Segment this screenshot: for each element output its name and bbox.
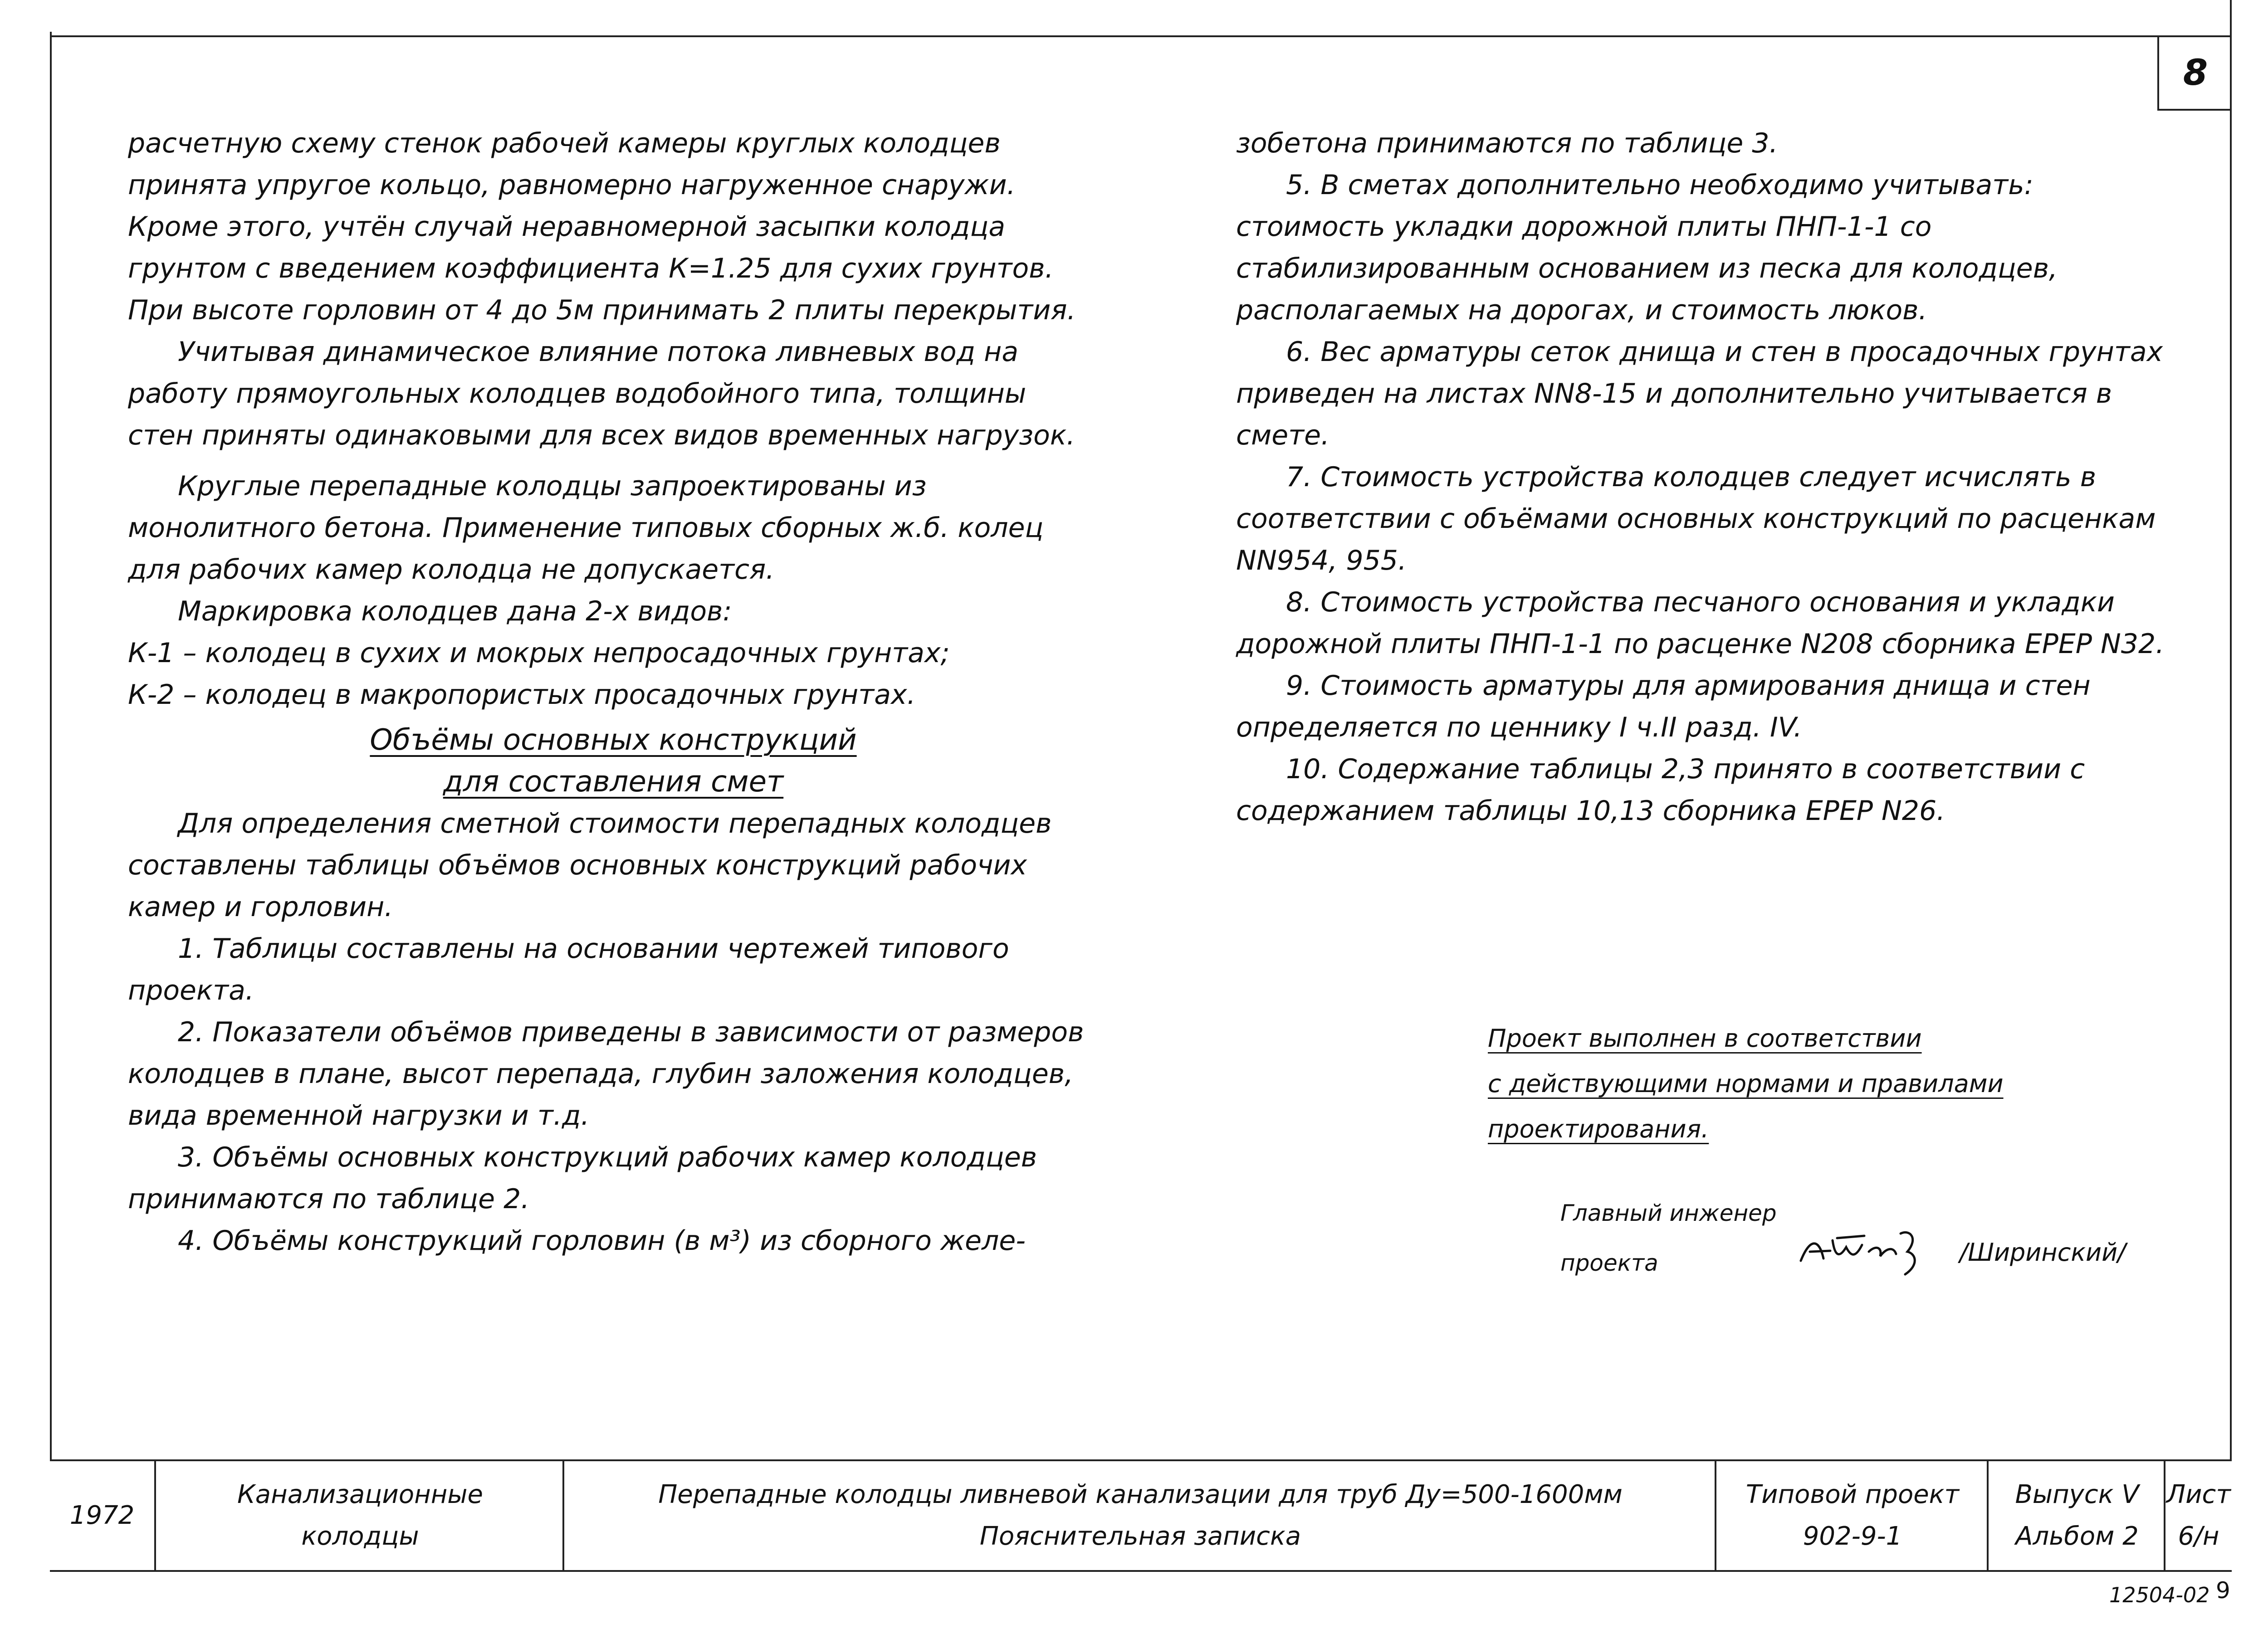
list-item-10: 10. Содержание таблицы 2,3 принято в соответствии с содержанием таблицы 10,13 сборника ЕРЕР N26. (1236, 753, 2085, 827)
list-item-4-continued: зобетона принимаются по таблице 3. (1236, 127, 1778, 159)
list-item-9: 9. Стоимость арматуры для армирования днища и стен определяется по ценнику I ч.II разд. IV. (1236, 670, 2091, 743)
compliance-line2: с действующими нормами и правилами (1488, 1069, 2004, 1098)
paragraph-marking: Маркировка колодцев дана 2-х видов: (178, 595, 732, 627)
sheet-number: 8 (2157, 37, 2232, 111)
right-text-column (1236, 122, 2175, 832)
frame-right-border (2230, 0, 2232, 1460)
paragraph-dynamic-influence: Учитывая динамическое влияние потока ливневых вод на работу прямоугольных колодцев водобойного типа, толщины стен приняты одинаковыми для всех видов временных нагрузок. (128, 336, 1075, 451)
engineer-title-line1: Главный инженер (1560, 1200, 1777, 1226)
title-block-project (1715, 1461, 1989, 1570)
sheet-value: 6/н (2178, 1522, 2219, 1551)
sheet-label: Лист (2166, 1480, 2231, 1509)
engineer-title-line2: проекта (1560, 1250, 1658, 1276)
year-text: 1972 (69, 1501, 135, 1530)
section-heading (128, 719, 1099, 803)
marking-k2: К-2 – колодец в макропористых просадочных грунтах. (128, 679, 916, 711)
marking-k1: К-1 – колодец в сухих и мокрых непросадочных грунтах; (128, 637, 950, 669)
compliance-line3: проектирования. (1488, 1115, 1709, 1143)
album-number: Альбом 2 (2015, 1522, 2139, 1551)
left-text-column (128, 122, 1099, 1262)
list-item-5: 5. В сметах дополнительно необходимо учитывать: стоимость укладки дорожной плиты ПНП-1-1 со стабилизированным основанием из песка для колодцев, располагаемых на дорогах, и стоимость люков. (1236, 169, 2058, 326)
list-item-7: 7. Стоимость устройства колодцев следует исчислять в соответствии с объёмами основных конструкций по расценкам NN954, 955. (1236, 461, 2156, 576)
title-block-category (154, 1461, 564, 1570)
title-block-issue (1987, 1461, 2165, 1570)
title-block-year (50, 1461, 154, 1570)
archive-stamp: 12504-02 (2109, 1583, 2210, 1607)
section-heading-line1: Объёмы основных конструкций (370, 723, 857, 757)
title-block-sheet (2164, 1461, 2232, 1570)
list-item-8: 8. Стоимость устройства песчаного основания и укладки дорожной плиты ПНП-1-1 по расценке N208 сборника ЕРЕР N32. (1236, 586, 2165, 660)
compliance-statement (1488, 1016, 2077, 1152)
section-heading-line2: для составления смет (443, 765, 784, 799)
page-number: 9 (2216, 1577, 2230, 1604)
title-block-title (562, 1461, 1716, 1570)
paragraph-monolithic-concrete: Круглые перепадные колодцы запроектированы из монолитного бетона. Применение типовых сборных ж.б. колец для рабочих камер колодца не допускается. (128, 470, 1044, 585)
list-item-1: 1. Таблицы составлены на основании чертежей типового проекта. (128, 933, 1009, 1006)
compliance-line1: Проект выполнен в соответствии (1488, 1024, 1922, 1053)
signature-image (1796, 1220, 1946, 1279)
category-line1: Канализационные (237, 1480, 483, 1509)
engineer-name: /Ширинский/ (1960, 1238, 2126, 1267)
document-subtitle: Пояснительная записка (979, 1522, 1301, 1551)
document-title: Перепадные колодцы ливневой канализации для труб Ду=500-1600мм (658, 1480, 1623, 1509)
frame-left-border (50, 32, 52, 1460)
category-line2: колодцы (301, 1522, 419, 1551)
issue-number: Выпуск V (2015, 1480, 2139, 1509)
paragraph-estimate-tables: Для определения сметной стоимости перепадных колодцев составлены таблицы объёмов основных конструкций рабочих камер и горловин. (128, 808, 1052, 923)
frame-top-border (50, 35, 2232, 37)
chief-engineer-title (1560, 1188, 1777, 1288)
project-number: 902-9-1 (1803, 1522, 1902, 1551)
list-item-6: 6. Вес арматуры сеток днища и стен в просадочных грунтах приведен на листах NN8-15 и дополнительно учитывается в смете. (1236, 336, 2163, 451)
list-item-4: 4. Объёмы конструкций горловин (в м³) из сборного желе- (178, 1225, 1026, 1257)
list-item-3: 3. Объёмы основных конструкций рабочих камер колодцев принимаются по таблице 2. (128, 1141, 1037, 1215)
title-block (50, 1459, 2232, 1572)
project-label: Типовой проект (1745, 1480, 1960, 1509)
paragraph-ring-scheme: расчетную схему стенок рабочей камеры круглых колодцев принята упругое кольцо, равномерно нагруженное снаружи. Кроме этого, учтён случай неравномерной засыпки колодца грунтом с введением коэффициента К=1.25 для сухих грунтов. При высоте горловин от 4 до 5м принимать 2 плиты перекрытия. (128, 127, 1076, 326)
list-item-2: 2. Показатели объёмов приведены в зависимости от размеров колодцев в плане, высот перепада, глубин заложения колодцев, вида временной нагрузки и т.д. (128, 1016, 1084, 1132)
